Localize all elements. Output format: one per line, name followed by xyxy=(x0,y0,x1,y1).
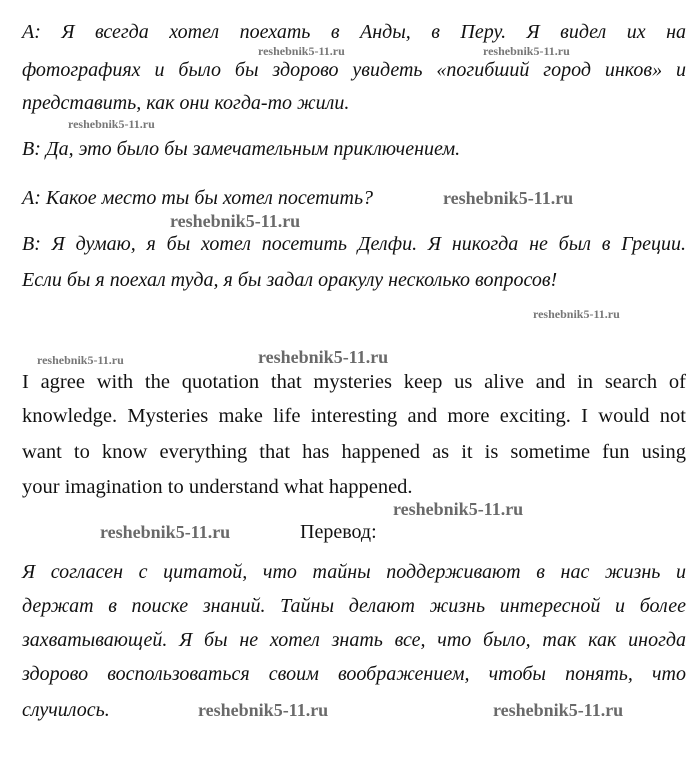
watermark: reshebnik5-11.ru xyxy=(483,44,570,58)
watermark: reshebnik5-11.ru xyxy=(443,188,574,208)
translation-line: захватывающей. Я бы не хотел знать все, что было, так как иногда xyxy=(22,629,686,651)
translation-line: здорово воспользоваться своим воображением, чтобы понять, что xyxy=(22,663,686,685)
watermark: reshebnik5-11.ru xyxy=(258,44,345,58)
essay-line: your imagination to understand what happened. xyxy=(22,476,413,498)
watermark: reshebnik5-11.ru xyxy=(533,307,620,321)
watermark: reshebnik5-11.ru xyxy=(68,117,155,131)
watermark: reshebnik5-11.ru xyxy=(100,522,231,542)
watermark: reshebnik5-11.ru xyxy=(37,353,124,367)
dialogue-line: A: Я всегда хотел поехать в Анды, в Перу. Я видел их на xyxy=(22,21,686,43)
translation-line: Я согласен с цитатой, что тайны поддерживают в нас жизнь и xyxy=(22,561,686,583)
essay-line: knowledge. Mysteries make life interesting and more exciting. I would not xyxy=(22,405,686,427)
translation-line: случилось. xyxy=(22,699,110,721)
dialogue-line: A: Какое место ты бы хотел посетить? xyxy=(22,187,374,209)
dialogue-line: фотографиях и было бы здорово увидеть «погибший город инков» и xyxy=(22,59,686,81)
translation-heading: Перевод: xyxy=(300,521,377,543)
watermark: reshebnik5-11.ru xyxy=(493,700,624,720)
dialogue-line: B: Да, это было бы замечательным приключением. xyxy=(22,138,461,160)
translation-line: держат в поиске знаний. Тайны делают жизнь интересной и более xyxy=(22,595,686,617)
essay-line: I agree with the quotation that mysteries keep us alive and in search of xyxy=(22,371,686,393)
watermark: reshebnik5-11.ru xyxy=(258,347,389,367)
dialogue-line: представить, как они когда-то жили. xyxy=(22,92,350,114)
watermark: reshebnik5-11.ru xyxy=(198,700,329,720)
watermark: reshebnik5-11.ru xyxy=(170,211,301,231)
essay-line: want to know everything that has happened as it is sometime fun using xyxy=(22,441,686,463)
dialogue-line: Если бы я поехал туда, я бы задал оракулу несколько вопросов! xyxy=(22,269,558,291)
watermark: reshebnik5-11.ru xyxy=(393,499,524,519)
dialogue-line: B: Я думаю, я бы хотел посетить Делфи. Я никогда не был в Греции. xyxy=(22,233,686,255)
